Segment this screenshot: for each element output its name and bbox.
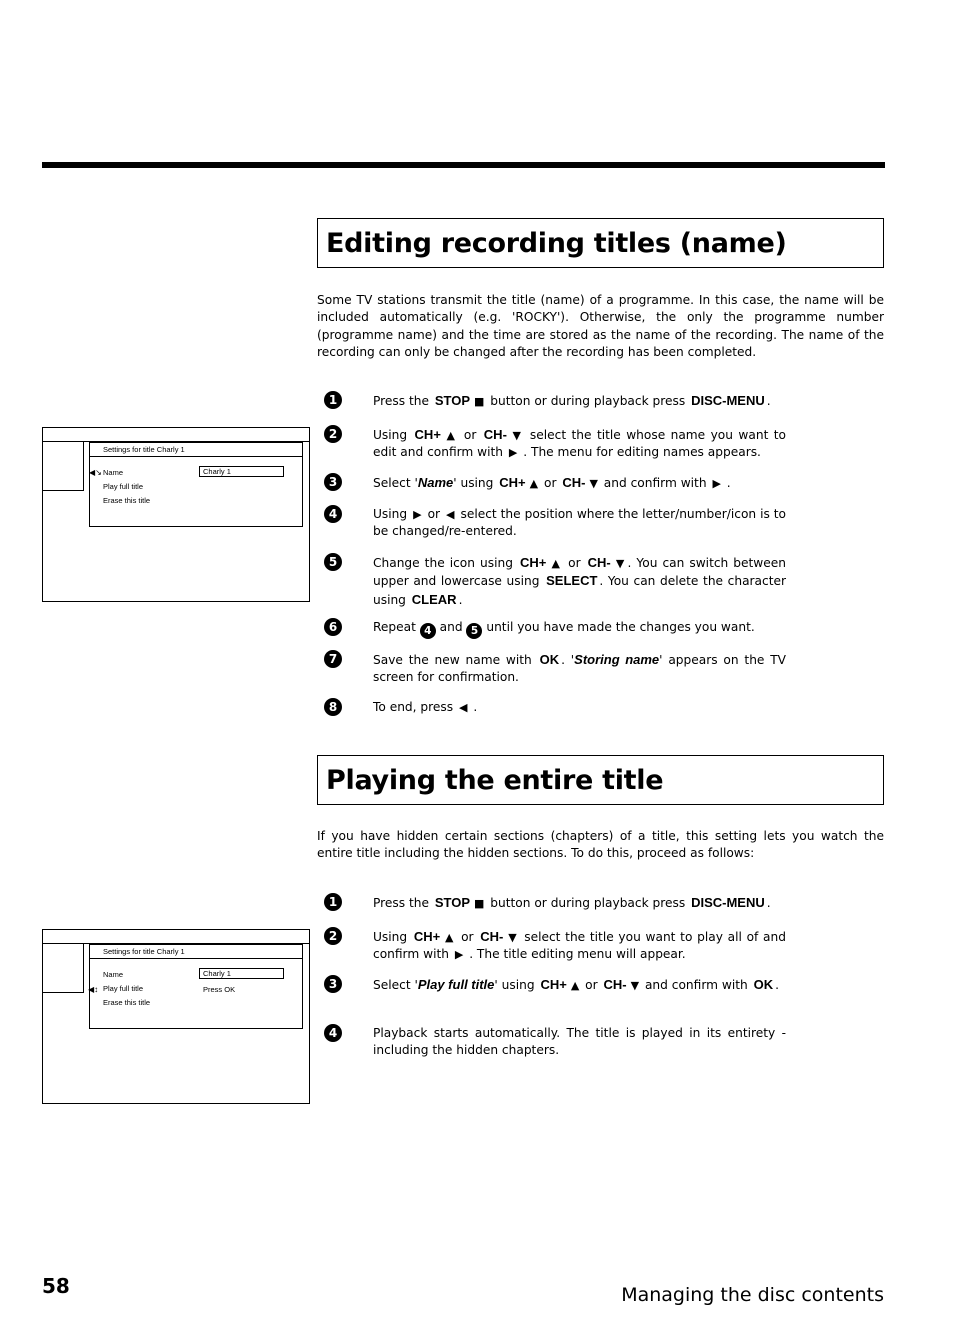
step-text: To end, press ◀ . [373,700,478,714]
page-number: 58 [42,1274,70,1298]
step-text: Playback starts automatically. The title is played in its entirety - including the hidden chapters. [373,1026,786,1058]
up-arrow-icon: ▲ [444,931,455,944]
cursor-arrow-icon: ◀↕ [88,985,99,994]
up-arrow-icon: ▲ [529,477,539,490]
step-number: 3 [324,975,342,993]
step-number: 1 [324,893,342,911]
step-number: 3 [324,473,342,491]
intro-paragraph: If you have hidden certain sections (chapters) of a title, this setting lets you watch the entire title including the hidden sections. To do this, proceed as follows: [317,829,884,861]
tv-menu: Settings for title Charly 1 Name Play full title Erase this title Charly 1 [89,442,303,527]
down-arrow-icon: ▼ [614,557,626,570]
down-arrow-icon: ▼ [510,429,523,442]
step-text: Press the STOP ■ button or during playback press DISC-MENU . [373,895,771,910]
left-arrow-icon: ◀ [458,701,468,714]
step-number: 4 [324,1024,342,1042]
tv-menu: Settings for title Charly 1 Name Play full title Erase this title Charly 1 Press OK [89,944,303,1029]
chapter-title: Managing the disc contents [621,1284,884,1306]
right-arrow-icon: ▶ [712,477,721,490]
step-number: 2 [324,927,342,945]
down-arrow-icon: ▼ [630,979,640,992]
tv-screen-illustration [42,929,310,1104]
step-number: 7 [324,650,342,668]
tv-screen-illustration [42,427,310,602]
step-number: 5 [324,553,342,571]
step-text: Select 'Play full title' using CH+ ▲ or CH- ▼ and confirm with OK . [373,977,779,992]
right-arrow-icon: ▶ [454,948,464,962]
up-arrow-icon: ▲ [444,429,457,442]
step-text: Save the new name with OK . 'Storing name' appears on the TV screen for confirmation. [373,652,787,685]
step-text: Using ▶ or ◀ select the position where the letter/number/icon is to be changed/re-entered. [373,507,787,539]
right-arrow-icon: ▶ [413,508,422,521]
stop-icon: ■ [474,395,485,408]
section-title: Playing the entire title [326,765,664,796]
step-number: 8 [324,698,342,716]
step-text: Repeat 4 and 5 until you have made the changes you want. [373,620,755,637]
up-arrow-icon: ▲ [570,979,580,992]
intro-paragraph: Some TV stations transmit the title (name) of a programme. In this case, the name will be included automatically (e.g. 'ROCKY'). Otherwise, the only the programme number (programme name) and the time are stored as the name of the recording. The name of the recording can only be changed after the recording has been completed. [317,293,884,359]
section-title-box [317,218,884,268]
down-arrow-icon: ▼ [507,931,518,944]
stop-icon: ■ [474,897,485,910]
step-number: 1 [324,391,342,409]
right-arrow-icon: ▶ [508,446,518,460]
cursor-arrow-icon: ◀↘ [89,468,102,477]
step-text: Press the STOP ■ button or during playback press DISC-MENU . [373,393,771,408]
up-arrow-icon: ▲ [550,557,562,570]
step-number: 2 [324,425,342,443]
down-arrow-icon: ▼ [589,477,598,490]
section-title: Editing recording titles (name) [326,228,787,259]
step-text: Using CH+ ▲ or CH- ▼ select the title you want to play all of and confirm with ▶ . The title editing menu will appear. [373,929,786,962]
step-text: Using CH+ ▲ or CH- ▼ select the title whose name you want to edit and confirm with ▶ . The menu for editing names appears. [373,427,786,460]
left-arrow-icon: ◀ [446,508,455,521]
step-number: 4 [324,505,342,523]
section-title-box [317,755,884,805]
step-text: Select 'Name' using CH+ ▲ or CH- ▼ and confirm with ▶ . [373,475,731,490]
step-text: Change the icon using CH+ ▲ or CH- ▼ . You can switch between upper and lowercase using SELECT . You can delete the character using CLEAR . [373,555,787,607]
top-rule [42,162,885,168]
step-number: 6 [324,618,342,636]
